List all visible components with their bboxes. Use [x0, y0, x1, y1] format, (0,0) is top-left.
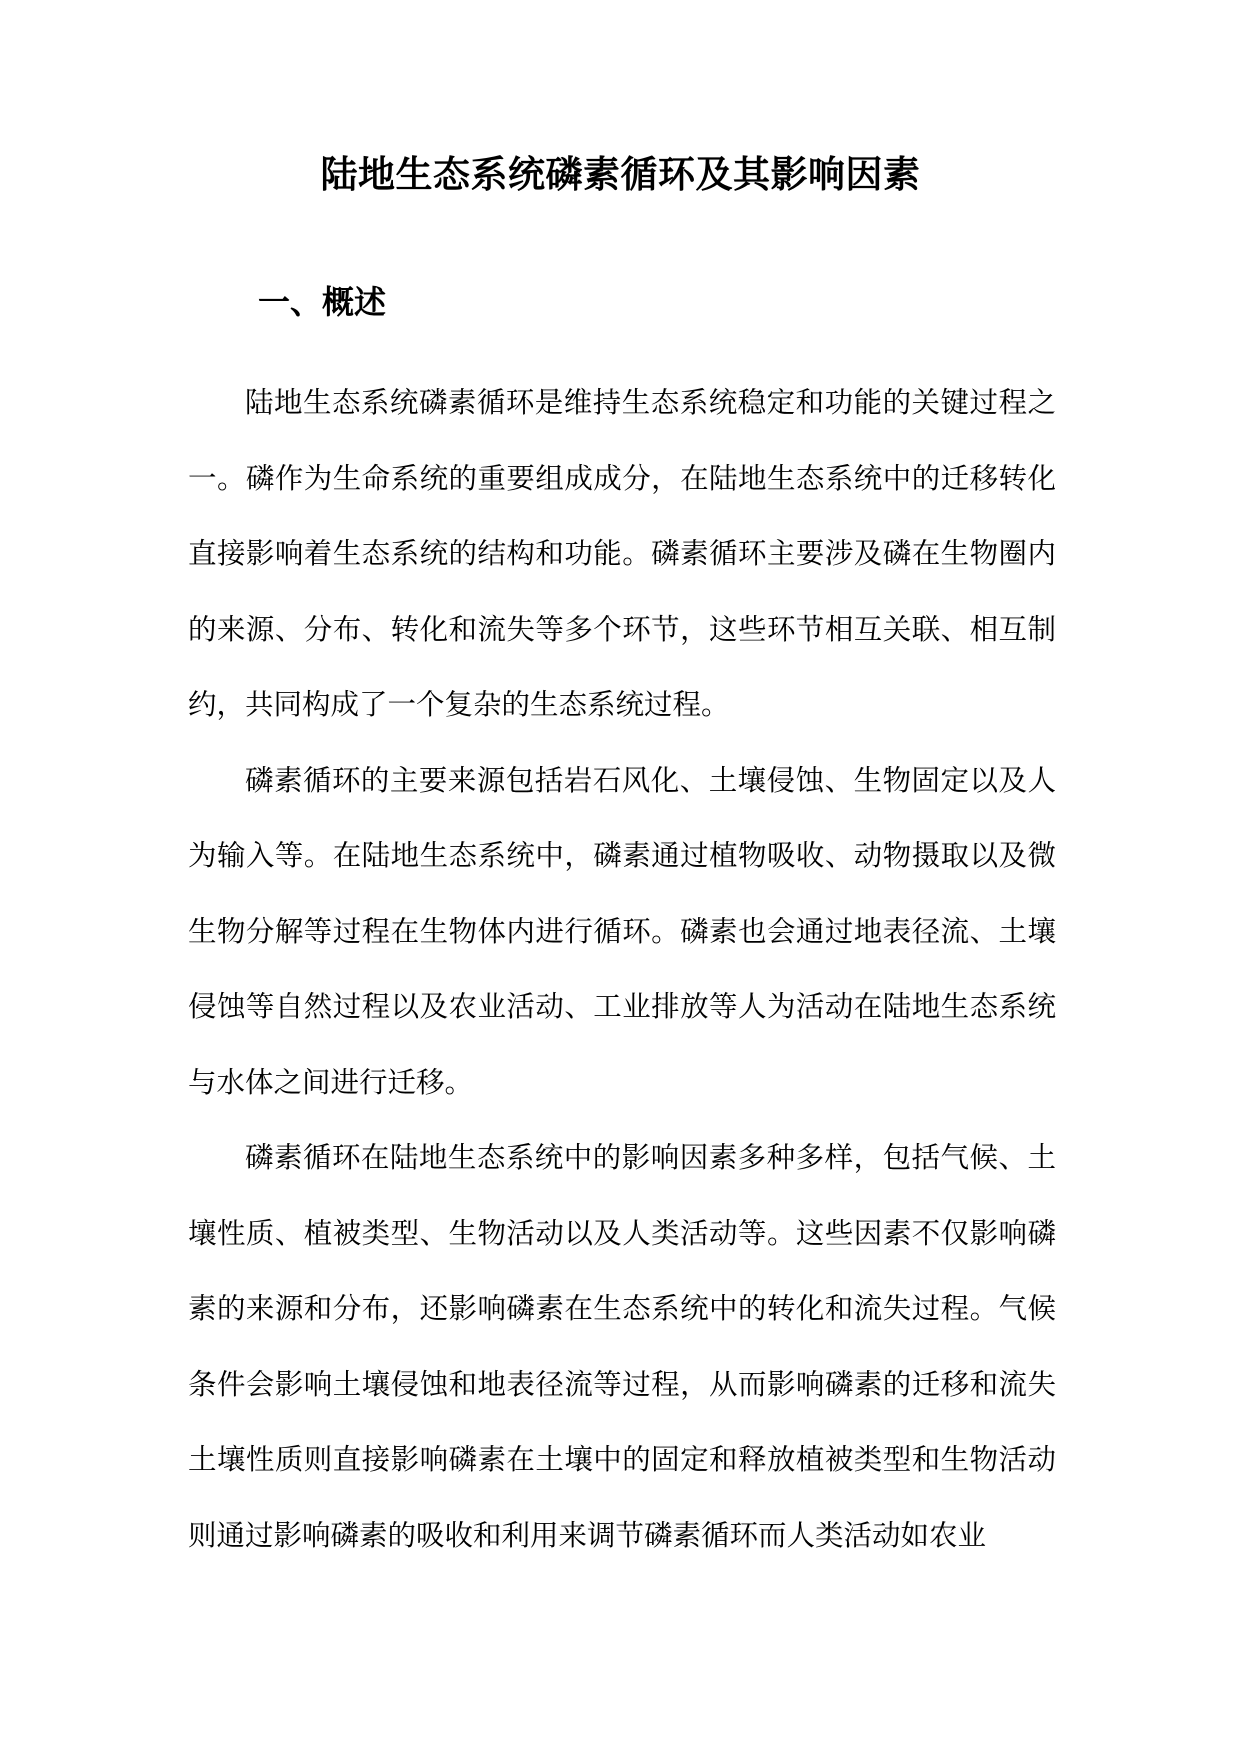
body-text — [188, 365, 1056, 1573]
paragraph-2: 磷素循环的主要来源包括岩石风化、土壤侵蚀、生物固定以及人为输入等。在陆地生态系统中，磷素通过植物吸收、动物摄取以及微生物分解等过程在生物体内进行循环。磷素也会通过地表径流、土壤侵蚀等自然过程以及农业活动、工业排放等人为活动在陆地生态系统与水体之间进行迁移。 — [188, 763, 1056, 1099]
document-title: 陆地生态系统磷素循环及其影响因素 — [320, 153, 921, 196]
paragraph-3: 磷素循环在陆地生态系统中的影响因素多种多样，包括气候、土壤性质、植被类型、生物活动以及人类活动等。这些因素不仅影响磷素的来源和分布，还影响磷素在生态系统中的转化和流失过程。气候条件会影响土壤侵蚀和地表径流等过程，从而影响磷素的迁移和流失土壤性质则直接影响磷素在土壤中的固定和释放植被类型和生物活动则通过影响磷素的吸收和利用来调节磷素循环而人类活动如农业 — [188, 1141, 1056, 1552]
paragraph-1: 陆地生态系统磷素循环是维持生态系统稳定和功能的关键过程之一。磷作为生命系统的重要组成成分，在陆地生态系统中的迁移转化直接影响着生态系统的结构和功能。磷素循环主要涉及磷在生物圈内的来源、分布、转化和流失等多个环节，这些环节相互关联、相互制约，共同构成了一个复杂的生态系统过程。 — [188, 386, 1056, 721]
section-heading: 一、概述 — [258, 283, 387, 321]
